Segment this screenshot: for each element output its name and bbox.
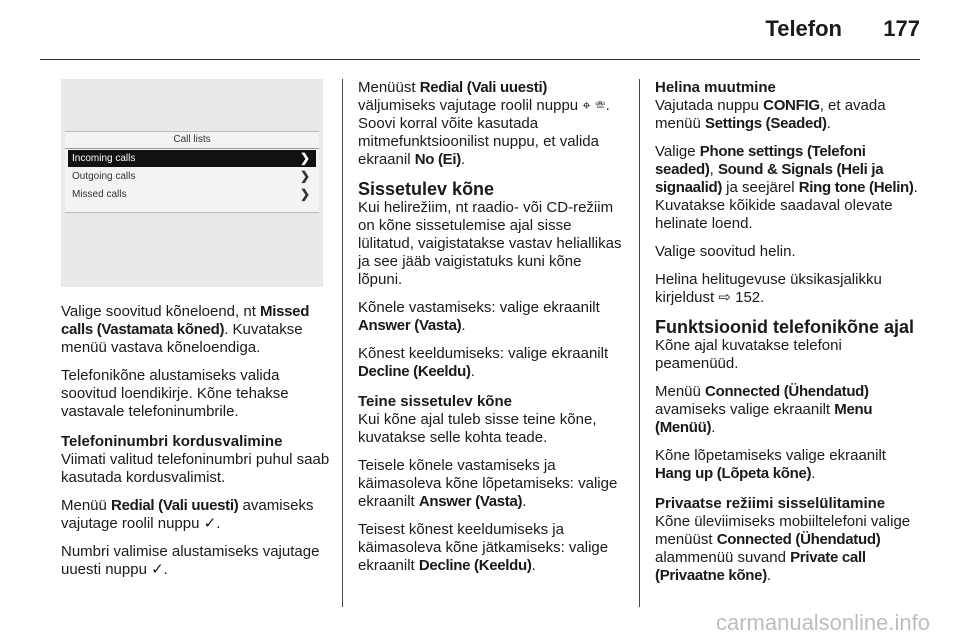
column-1 [61, 303, 331, 589]
chevron-right-icon: ❯ [299, 151, 310, 165]
call-lists-menu [65, 131, 319, 213]
paragraph: Teisest kõnest keeldumiseks ja käimasoleva kõne jätkamiseks: valige ekraanilt Decline (Keeldu). [358, 521, 609, 574]
menu-item-label: Missed calls [72, 189, 127, 200]
paragraph: Kui kõne ajal tuleb sisse teine kõne, kuvatakse selle kohta teade. [358, 411, 597, 446]
column-2 [358, 79, 628, 585]
paragraph: Menüü Connected (Ühendatud) avamiseks valige ekraanilt Menu (Menüü). [655, 383, 873, 436]
phone-button-icon: ✓ [203, 515, 217, 532]
paragraph: Kõne ajal kuvatakse telefoni peamenüüd. [655, 337, 842, 372]
section-heading-second-call: Teine sissetulev kõne [358, 393, 512, 410]
paragraph: Numbri valimise alustamiseks vajutage uuesti nuppu ✓. [61, 543, 320, 578]
page-header-title: Telefon [765, 16, 842, 41]
section-heading-redial: Telefoninumbri kordusvalimine [61, 433, 283, 450]
page-reference-link[interactable]: ⇨ 152 [718, 289, 761, 306]
phone-button-icon: ✓ [151, 561, 164, 578]
menu-item-incoming-calls [68, 150, 316, 167]
section-heading-ringtone: Helina muutmine [655, 79, 776, 96]
paragraph: Menüüst Redial (Vali uuesti) väljumiseks vajutage roolil nuppu ⌖ ☏. Soovi korral võite kasutada mitmefunktsioonilist nuppu, et valida ekraanil No (Ei). [358, 79, 610, 168]
paragraph: Teisele kõnele vastamiseks ja käimasoleva kõne lõpetamiseks: valige ekraanilt Answer (Vasta). [358, 457, 618, 510]
paragraph: Kui helirežiim, nt raadio- või CD-režiim on kõne sissetulemise ajal sisse lülitatud, vaigistatakse vastav heliallikas ja see jääb vaigistatuks kuni kõne lõpuni. [358, 199, 622, 288]
paragraph: Telefonikõne alustamiseks valida soovitud loendikirje. Kõne tehakse vastavale telefoninumbrile. [61, 367, 289, 420]
column-divider [342, 79, 343, 607]
menu-item-label: Incoming calls [72, 153, 136, 164]
paragraph: Kõnest keeldumiseks: valige ekraanilt Decline (Keeldu). [358, 345, 609, 380]
paragraph: Kõne üleviimiseks mobiiltelefoni valige menüüst Connected (Ühendatud) alammenüü suvand Private call (Privaatne kõne). [655, 513, 911, 584]
paragraph: Valige soovitud helin. [655, 243, 796, 260]
chevron-right-icon: ❯ [299, 169, 310, 183]
paragraph: Vajutada nuppu CONFIG, et avada menüü Settings (Seaded). [655, 97, 886, 132]
section-heading-private-mode: Privaatse režiimi sisselülitamine [655, 495, 886, 512]
section-heading-call-functions: Funktsioonid telefonikõne ajal [655, 317, 915, 337]
paragraph: Valige Phone settings (Telefoni seaded), Sound & Signals (Heli ja signaalid) ja seejärel Ring tone (Helin). Kuvatakse kõikide saadaval olevate helinate loend. [655, 143, 918, 232]
menu-item-outgoing-calls [68, 168, 316, 185]
watermark: carmanualsonline.info [715, 610, 930, 635]
section-heading-incoming-call: Sissetulev kõne [358, 179, 495, 199]
paragraph: Helina helitugevuse üksikasjalikku kirjeldust ⇨ 152. [655, 271, 882, 306]
chevron-right-icon: ❯ [299, 187, 310, 201]
menu-item-missed-calls [68, 186, 316, 203]
paragraph: Viimati valitud telefoninumbri puhul saab kasutada kordusvalimist. [61, 451, 330, 486]
paragraph: Kõne lõpetamiseks valige ekraanilt Hang up (Lõpeta kõne). [655, 447, 886, 482]
mute-hangup-icon: ⌖ ☏ [582, 97, 606, 114]
paragraph: Kõnele vastamiseks: valige ekraanilt Answer (Vasta). [358, 299, 600, 334]
page-number: 177 [883, 16, 920, 41]
header-rule [40, 59, 920, 60]
column-3 [655, 79, 920, 595]
menu-item-label: Outgoing calls [72, 171, 136, 182]
call-lists-figure [61, 79, 323, 287]
paragraph: Valige soovitud kõneloend, nt Missed calls (Vastamata kõned). Kuvatakse menüü vastava kõneloendiga. [61, 303, 310, 356]
menu-title: Call lists [65, 132, 319, 149]
paragraph: Menüü Redial (Vali uuesti) avamiseks vajutage roolil nuppu ✓. [61, 497, 314, 532]
column-divider [639, 79, 640, 607]
